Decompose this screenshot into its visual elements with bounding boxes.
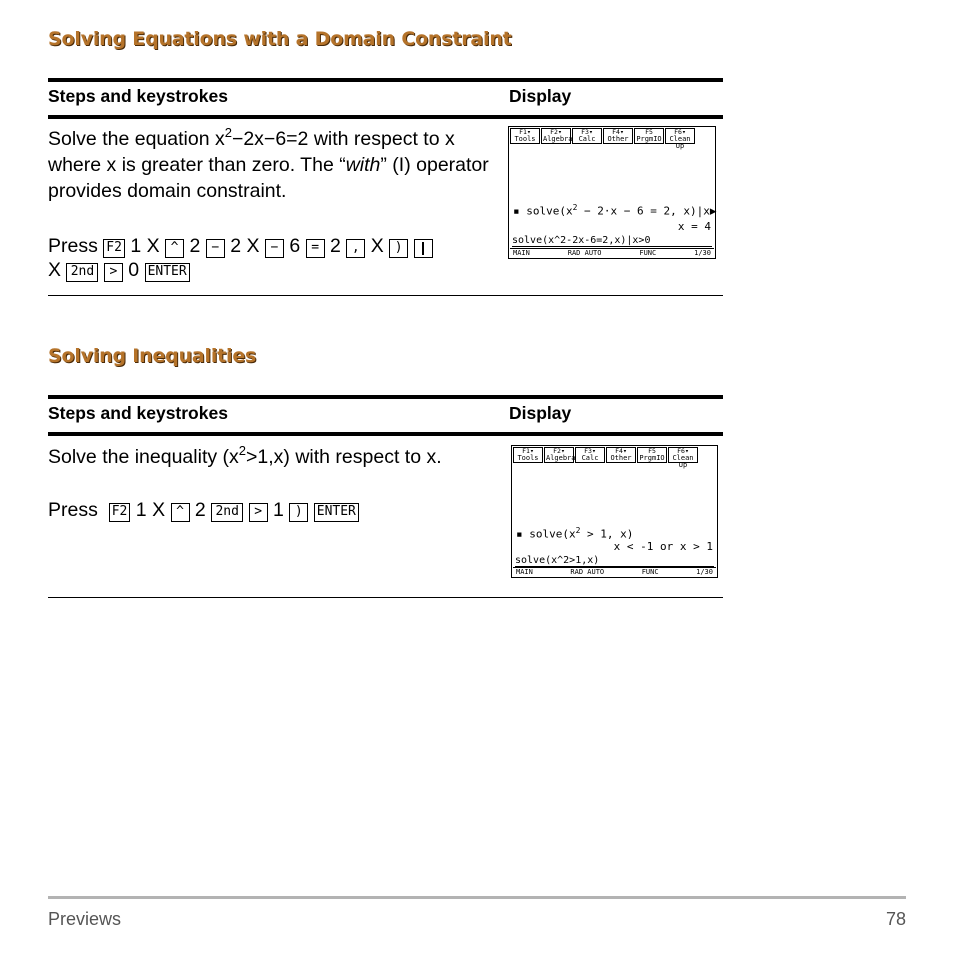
col-header-steps: Steps and keystrokes xyxy=(48,86,228,106)
section-title-domain-constraint: Solving Equations with a Domain Constraint xyxy=(48,28,512,50)
key-f2: F2 xyxy=(109,503,131,522)
calculator-screen xyxy=(511,445,718,578)
table-top-rule xyxy=(48,78,723,82)
key-caret: ^ xyxy=(165,239,184,258)
calc-tab: F3▾ Calc xyxy=(572,128,602,144)
footer-section-name: Previews xyxy=(48,909,122,929)
calc-history-result: x < -1 or x > 1 xyxy=(613,540,713,553)
key-gt: > xyxy=(104,263,123,282)
key-2nd: 2nd xyxy=(66,263,98,282)
calc-tab: F6▾ Clean Up xyxy=(665,128,695,144)
key-rparen: ) xyxy=(389,239,408,258)
keystroke-sequence: Press F2 1 X ^ 2 2nd > 1 ) ENTER xyxy=(48,498,498,522)
key-f2: F2 xyxy=(103,239,125,258)
page-number: 78 xyxy=(885,909,906,929)
calc-history-entry: ▪ $solve(x^2 > 1$, x) xyxy=(516,526,634,541)
calc-history-entry: ▪ $solve(x^2 - 2\cdot x - 6 = 2$, x)|x▶ xyxy=(513,203,717,218)
calc-tab: F3▾ Calc xyxy=(575,447,605,463)
calc-status-bar: MAIN RAD AUTO FUNC 1/30 xyxy=(513,567,716,576)
footer-rule xyxy=(48,896,906,899)
table-bottom-rule xyxy=(48,597,723,598)
section-title-inequalities: Solving Inequalities xyxy=(48,345,257,367)
key-comma: , xyxy=(346,239,365,258)
key-equals: = xyxy=(306,239,325,258)
calc-toolbar xyxy=(510,128,696,158)
col-header-display: Display xyxy=(509,86,572,106)
key-minus: − xyxy=(206,239,225,258)
key-minus: − xyxy=(265,239,284,258)
keystroke-sequence: Press F2 1 X ^ 2 − 2 X − 6 = 2 , X ) X 2nd > 0 ENTER xyxy=(48,234,498,282)
key-gt: > xyxy=(249,503,268,522)
key-rparen: ) xyxy=(289,503,308,522)
step-description: Solve the inequality $(x^2>1,x)$ with respect to x. xyxy=(48,442,442,468)
calc-tab: F1▾ Tools xyxy=(513,447,543,463)
calc-tab: F4▾ Other xyxy=(603,128,633,144)
table-bottom-rule xyxy=(48,295,723,296)
calc-tab: F1▾ Tools xyxy=(510,128,540,144)
calc-history-result: x = 4 xyxy=(677,220,711,233)
calc-entry-line: solve(x^2>1,x) xyxy=(515,555,714,567)
col-header-steps: Steps and keystrokes xyxy=(48,403,228,423)
table-header-rule xyxy=(48,115,723,119)
calc-tab: F4▾ Other xyxy=(606,447,636,463)
table-top-rule xyxy=(48,395,723,399)
calc-tab: F5 PrgmIO xyxy=(637,447,667,463)
key-enter: ENTER xyxy=(145,263,190,282)
calc-toolbar xyxy=(513,447,699,477)
calc-status-bar: MAIN RAD AUTO FUNC 1/30 xyxy=(510,248,714,257)
key-caret: ^ xyxy=(171,503,190,522)
calc-tab: F2▾ Algebra xyxy=(546,447,576,462)
calculator-screen xyxy=(508,126,716,259)
key-enter: ENTER xyxy=(314,503,359,522)
key-2nd: 2nd xyxy=(211,503,243,522)
calc-entry-line: solve(x^2-2x-6=2,x)|x>0 xyxy=(512,235,712,247)
calc-tab: F5 PrgmIO xyxy=(634,128,664,144)
step-description: Solve the equation $x^2-2x-6=2$ with respect to x where x is greater than zero. The “with” (I) operator provides domain constraint. xyxy=(48,124,489,202)
col-header-display: Display xyxy=(509,403,572,423)
calc-tab: F6▾ Clean Up xyxy=(668,447,698,463)
key-with-bar-icon xyxy=(414,239,433,258)
calc-tab: F2▾ Algebra xyxy=(543,128,573,143)
table-header-rule xyxy=(48,432,723,436)
